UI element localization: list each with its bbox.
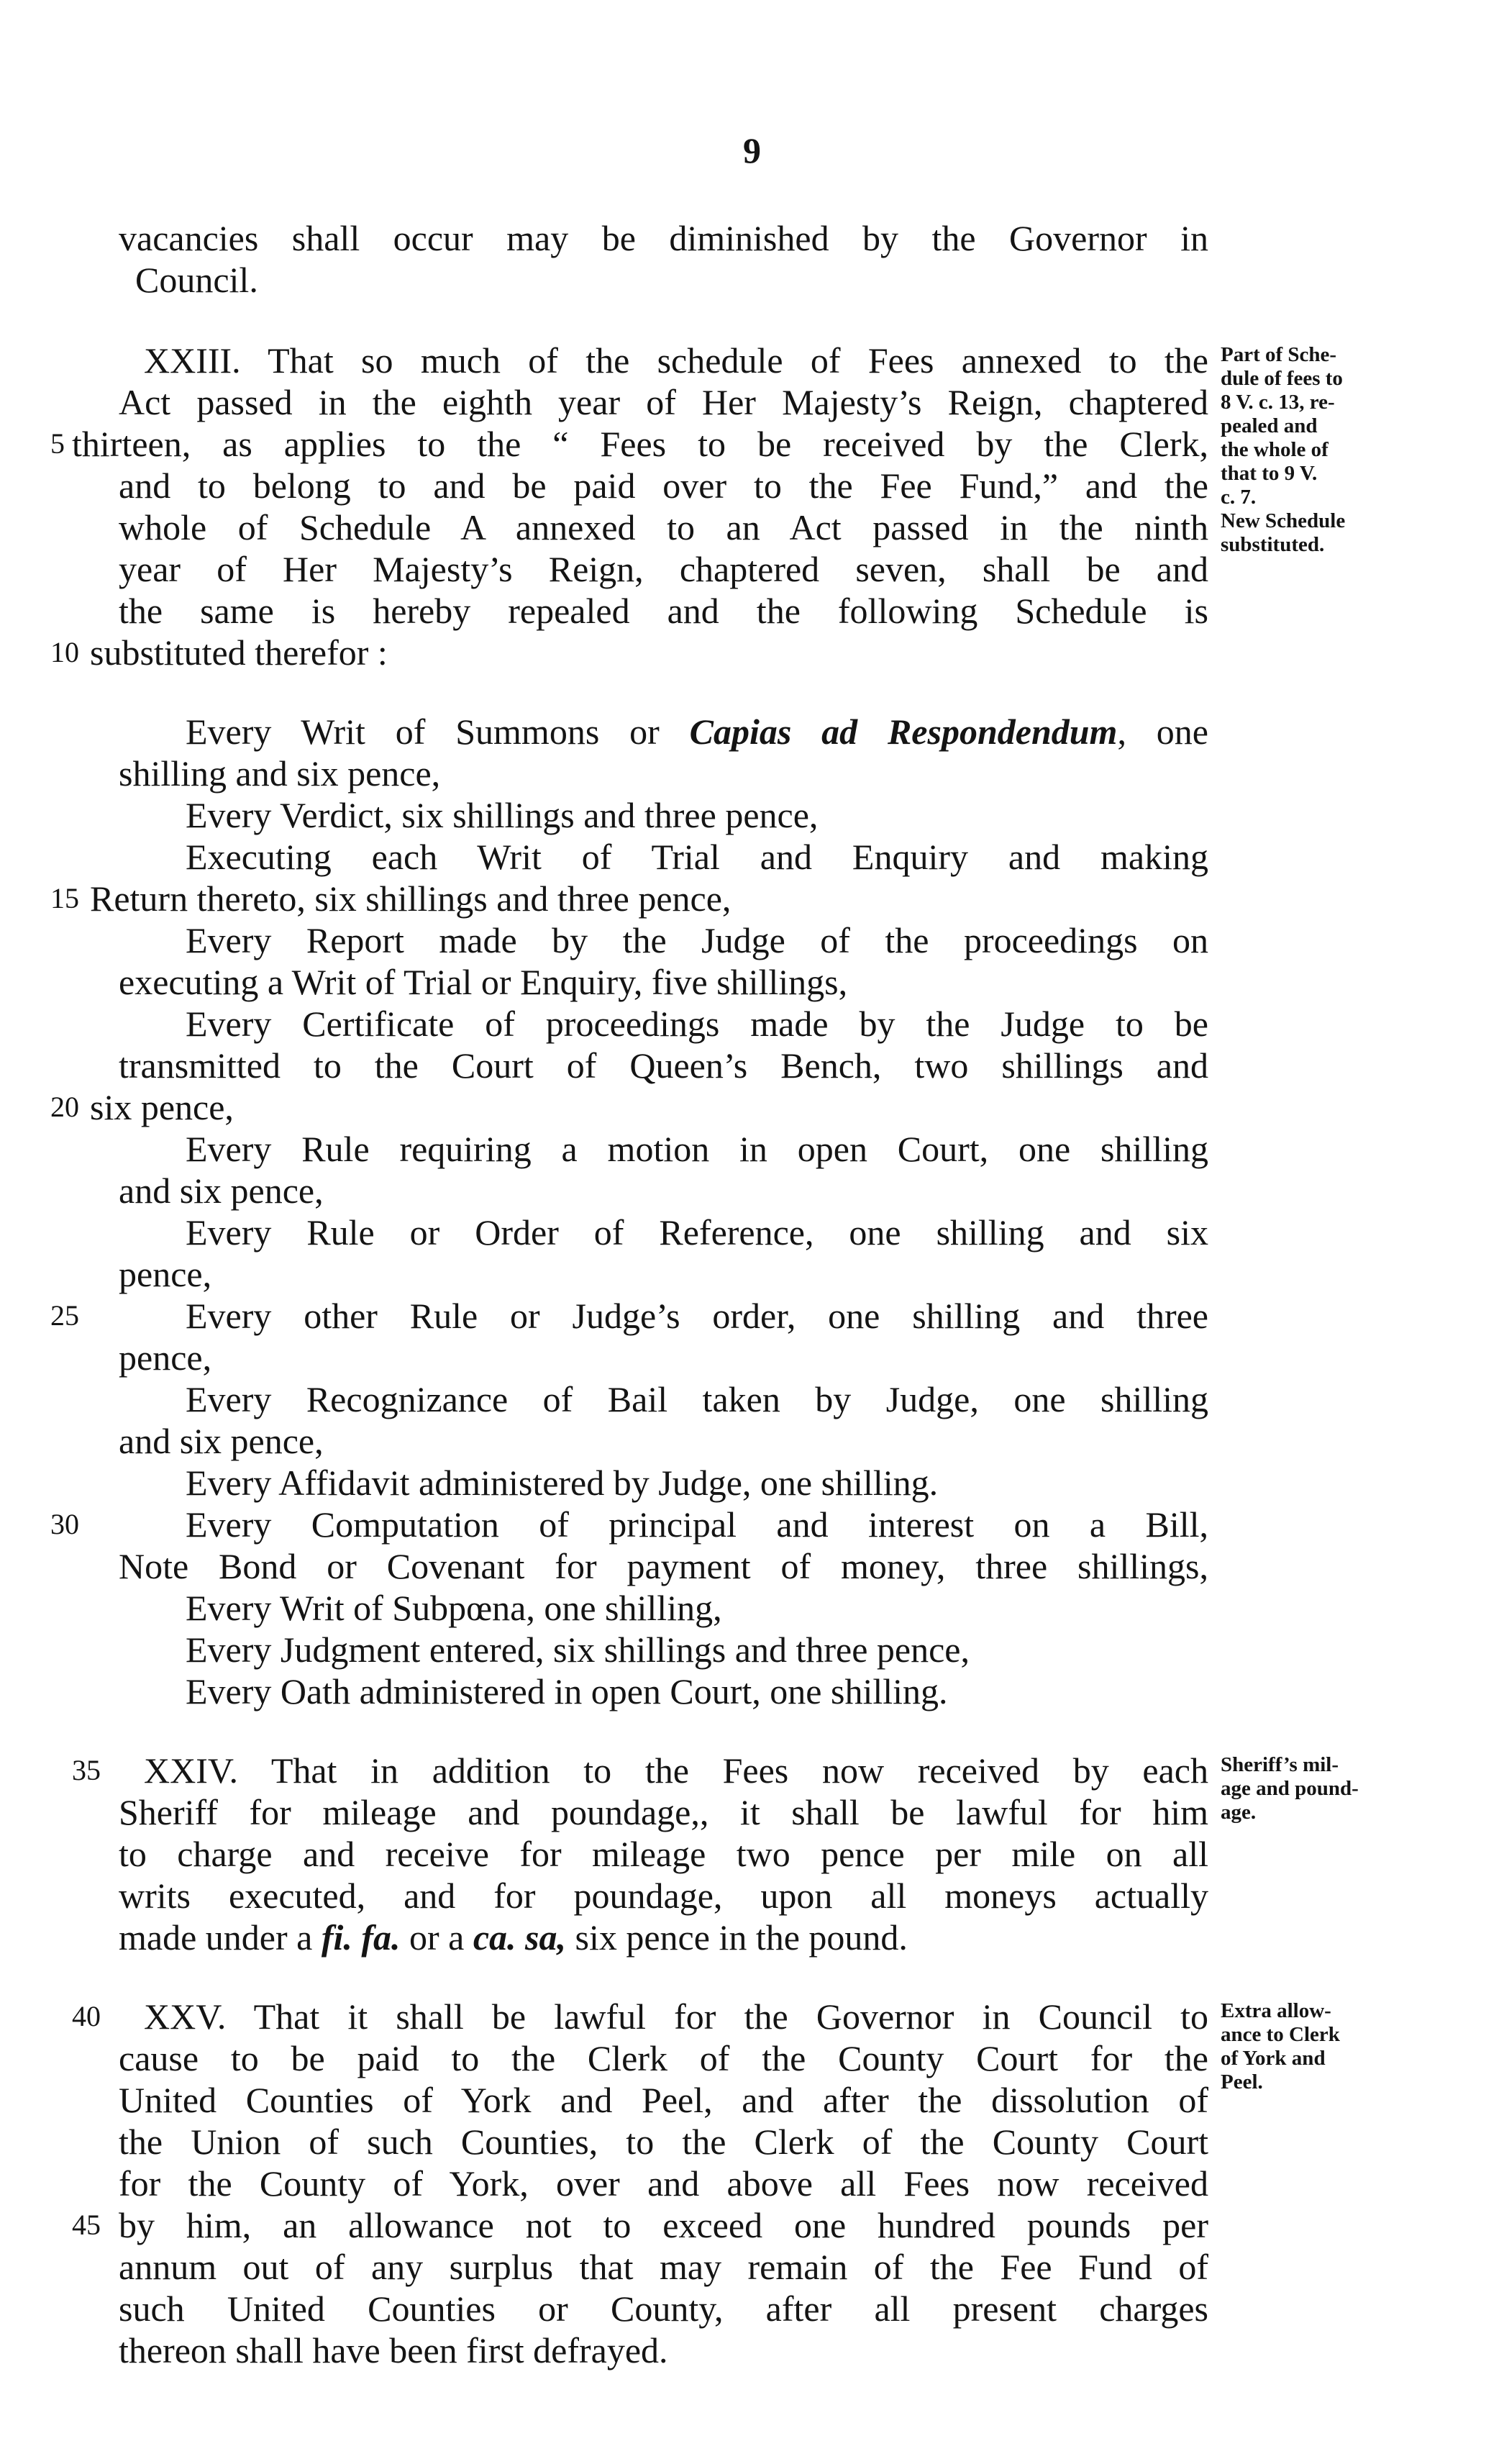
schedule-item-cont: and six pence, xyxy=(119,1421,324,1461)
line-number: 20 xyxy=(50,1091,79,1123)
section-xxiv-line: XXIV. That in addition to the Fees now received by each xyxy=(144,1750,1208,1791)
schedule-item-cont: and six pence, xyxy=(119,1170,324,1211)
line-number: 35 xyxy=(72,1754,101,1786)
schedule-item-cont: executing a Writ of Trial or Enquiry, five shillings, xyxy=(119,962,848,1002)
body-line: Council. xyxy=(135,260,258,300)
section-xxiv-line: Sheriff for mileage and poundage,, it shall be lawful for him xyxy=(119,1792,1208,1832)
section-xxiii-line: and to belong to and be paid over to the Fee Fund,” and the xyxy=(119,465,1208,506)
section-xxiii-line: the same is hereby repealed and the following Schedule is xyxy=(119,591,1208,631)
page-number: 9 xyxy=(743,130,761,171)
schedule-item: Every Oath administered in open Court, one shilling. xyxy=(186,1671,948,1711)
line-number: 30 xyxy=(50,1508,79,1540)
line-number: 5 xyxy=(50,427,65,460)
schedule-item-cont: pence, xyxy=(119,1337,212,1378)
body-line: vacancies shall occur may be diminished by the Governor in xyxy=(119,218,1208,258)
section-xxiii-line: XXIII. That so much of the schedule of Fees annexed to the xyxy=(144,340,1208,381)
margin-note-xxv: Extra allow- ance to Clerk of York and Peel. xyxy=(1221,1999,1340,2094)
schedule-item: Every Writ of Subpœna, one shilling, xyxy=(186,1588,722,1628)
section-xxiv-line: writs executed, and for poundage, upon all moneys actually xyxy=(119,1876,1208,1916)
schedule-item-cont: Note Bond or Covenant for payment of money, three shillings, xyxy=(119,1546,1208,1586)
section-xxv-line: such United Counties or County, after all present charges xyxy=(119,2288,1208,2329)
schedule-item: Executing each Writ of Trial and Enquiry and making xyxy=(186,837,1208,877)
schedule-item: Every Writ of Summons or Capias ad Respondendum, one xyxy=(186,712,1208,752)
section-xxiv-line: to charge and receive for mileage two pence per mile on all xyxy=(119,1834,1208,1874)
section-xxv-line: annum out of any surplus that may remain of the Fee Fund of xyxy=(119,2247,1208,2287)
section-xxv-line: cause to be paid to the Clerk of the County Court for the xyxy=(119,2038,1208,2078)
fi-fa-italic: fi. fa. xyxy=(321,1917,401,1958)
section-xxiii-line: whole of Schedule A annexed to an Act passed in the ninth xyxy=(119,507,1208,547)
section-xxiii-line: year of Her Majesty’s Reign, chaptered seven, shall be and xyxy=(119,549,1208,589)
schedule-item-cont: pence, xyxy=(119,1254,212,1294)
line-number: 45 xyxy=(72,2209,101,2241)
line-number: 25 xyxy=(50,1299,79,1332)
line-number: 15 xyxy=(50,882,79,914)
capias-italic: Capias ad Respondendum xyxy=(689,712,1118,752)
schedule-item-cont: Return thereto, six shillings and three pence, xyxy=(90,878,732,919)
schedule-item: Every Report made by the Judge of the proceedings on xyxy=(186,920,1208,960)
margin-note-xxiv: Sheriff’s mil- age and pound- age. xyxy=(1221,1753,1359,1824)
section-xxv-line: the Union of such Counties, to the Clerk of the County Court xyxy=(119,2122,1208,2162)
section-xxv-line: XXV. That it shall be lawful for the Governor in Council to xyxy=(144,1996,1208,2037)
section-xxiv-line: made under a fi. fa. or a ca. sa, six pence in the pound. xyxy=(119,1917,908,1958)
schedule-item: Every Judgment entered, six shillings and three pence, xyxy=(186,1629,970,1670)
schedule-item-cont: transmitted to the Court of Queen’s Bench, two shillings and xyxy=(119,1045,1208,1086)
schedule-item: Every Affidavit administered by Judge, one shilling. xyxy=(186,1463,939,1503)
schedule-item-cont: shilling and six pence, xyxy=(119,753,441,794)
schedule-item-cont: six pence, xyxy=(90,1087,234,1127)
ca-sa-italic: ca. sa, xyxy=(473,1917,567,1958)
section-xxv-line: thereon shall have been first defrayed. xyxy=(119,2330,668,2370)
schedule-item: Every Rule requiring a motion in open Court, one shilling xyxy=(186,1129,1208,1169)
line-number: 40 xyxy=(72,2000,101,2032)
schedule-item: Every Computation of principal and interest on a Bill, xyxy=(186,1504,1208,1545)
margin-note-xxiii: Part of Sche- dule of fees to 8 V. c. 13, re- pealed and the whole of that to 9 V. c. 7. New Schedule substituted. xyxy=(1221,343,1346,556)
section-xxv-line: by him, an allowance not to exceed one hundred pounds per xyxy=(119,2205,1208,2245)
section-xxv-line: United Counties of York and Peel, and after the dissolution of xyxy=(119,2080,1208,2120)
section-xxiii-line: thirteen, as applies to the “ Fees to be received by the Clerk, xyxy=(72,424,1208,464)
schedule-item: Every Verdict, six shillings and three pence, xyxy=(186,795,819,835)
schedule-item: Every Certificate of proceedings made by the Judge to be xyxy=(186,1004,1208,1044)
schedule-item: Every Rule or Order of Reference, one shilling and six xyxy=(186,1212,1208,1253)
section-xxv-line: for the County of York, over and above all Fees now received xyxy=(119,2163,1208,2204)
section-xxiii-line: Act passed in the eighth year of Her Majesty’s Reign, chaptered xyxy=(119,382,1208,422)
line-number: 10 xyxy=(50,636,79,668)
schedule-item: Every Recognizance of Bail taken by Judge, one shilling xyxy=(186,1379,1208,1419)
schedule-item: Every other Rule or Judge’s order, one shilling and three xyxy=(186,1296,1208,1336)
section-xxiii-line: substituted therefor : xyxy=(90,632,388,673)
